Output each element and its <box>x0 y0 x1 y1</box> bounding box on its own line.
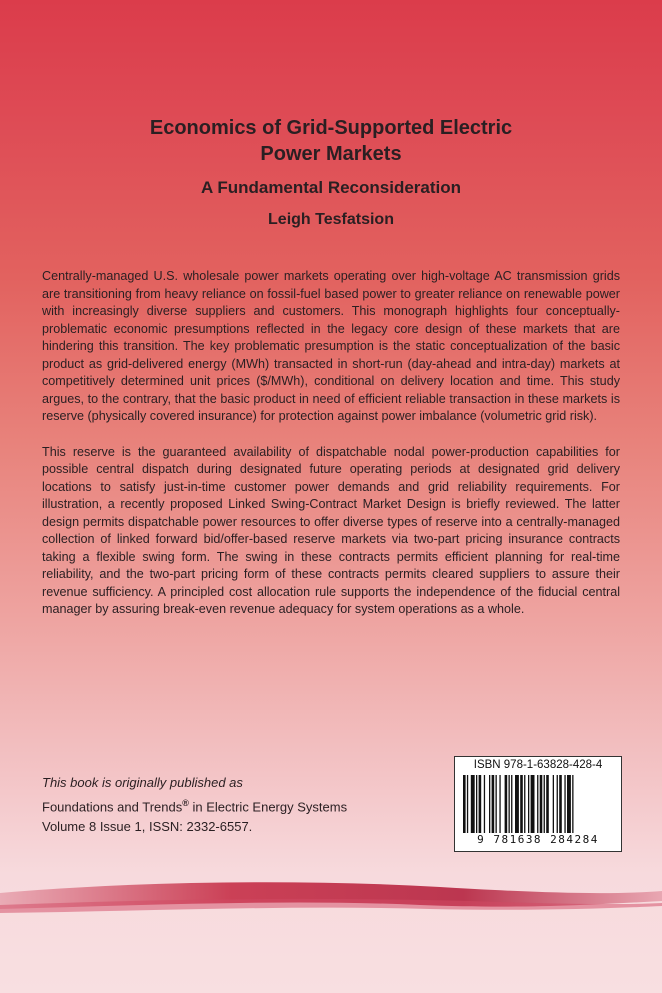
abstract-paragraph-2: This reserve is the guaranteed availability of dispatchable nodal power-production capabilities for possible central dispatch during designated future operating periods at designated grid delivery locations to satisfy just-in-time customer power demands and grid reliability requirements. For illustration, a recently proposed Linked Swing-Contract Market Design is briefly reviewed. The latter design permits dispatchable power resources to offer diverse types of reserve into a centrally-managed collection of linked forward bid/offer-based reserve markets via two-part pricing insurance contracts taking a flexible swing form. The swing in these contracts permits efficient planning for real-time reliability, and the two-part pricing form of these contracts permits cleared suppliers to assure their revenue sufficiency. A principled cost allocation rule supports the independence of the fiducial central manager by assuring break-even revenue adequacy for system operations as a whole. <box>42 444 620 616</box>
series-name: Foundations and Trends <box>42 799 183 815</box>
publication-series <box>42 793 422 817</box>
decorative-wave <box>0 875 662 925</box>
publication-volume: Volume 8 Issue 1, ISSN: 2332-6557. <box>42 819 253 835</box>
book-author: Leigh Tesfatsion <box>268 211 394 228</box>
barcode-icon <box>463 775 613 833</box>
registered-mark: ® <box>182 798 189 808</box>
barcode-digits: 9 781638 284284 <box>477 833 599 846</box>
publication-note <box>42 773 422 837</box>
publication-lead: This book is originally published as <box>42 775 243 790</box>
abstract-paragraph-1: Centrally-managed U.S. wholesale power markets operating over high-voltage AC transmission grids are transitioning from heavy reliance on fossil-fuel based power to greater reliance on renewable power with increasingly diverse suppliers and customers. This monograph highlights four conceptually-problematic economic presumptions reflected in the legacy core design of these markets that are hindering this transition. The key problematic presumption is the static conceptualization of the basic product as grid-delivered energy (MWh) transacted in short-run (day-ahead and intra-day) markets at competitively determined unit prices ($/MWh), conditional on delivery location and time. This study argues, to the contrary, that the basic product in need of efficient reliable transaction in these markets is reserve (physically covered insurance) for protection against power imbalance (volumetric grid risk). <box>42 269 620 423</box>
isbn-barcode <box>454 756 622 852</box>
book-subtitle: A Fundamental Reconsideration <box>200 178 462 197</box>
abstract <box>42 268 620 637</box>
series-rest: in Electric Energy Systems <box>188 799 348 815</box>
isbn-label: ISBN 978-1-63828-428-4 <box>473 759 603 771</box>
book-title-line-1: Economics of Grid-Supported Electric <box>149 117 513 139</box>
book-title-line-2: Power Markets <box>260 143 402 165</box>
book-title <box>0 115 662 167</box>
